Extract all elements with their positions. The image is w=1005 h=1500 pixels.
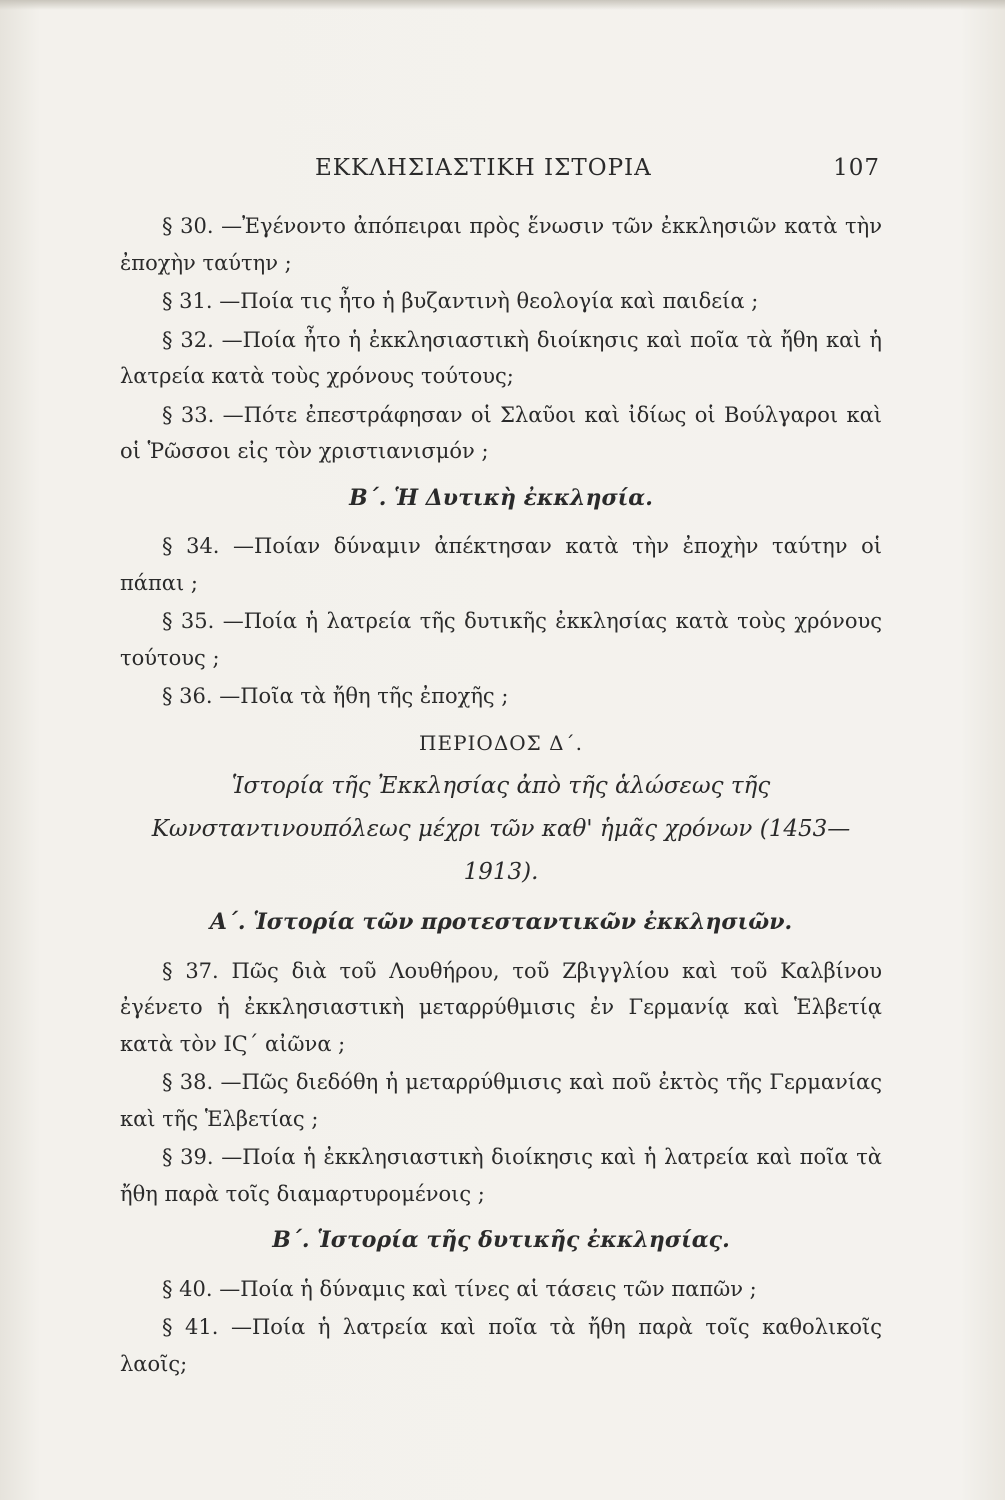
paragraph-31: § 31. —Ποία τις ἦτο ἡ βυζαντινὴ θεολογία καὶ παιδεία ;: [162, 289, 759, 313]
period-subtitle: Ἱστορία τῆς Ἐκκλησίας ἀπὸ τῆς ἁλώσεως τῆς Κωνσταντινουπόλεως μέχρι τῶν καθ' ἡμᾶς χρόνων (1453—1913).: [151, 773, 851, 885]
paragraph-34: § 34. —Ποίαν δύναμιν ἀπέκτησαν κατὰ τὴν ἐποχὴν ταύτην οἱ πάπαι ;: [120, 534, 882, 595]
running-title: ΕΚΚΛΗΣΙΑΣΤΙΚΗ ΙΣΤΟΡΙΑ: [315, 155, 652, 181]
section-heading-western-church-history: Β΄. Ἱστορία τῆς δυτικῆς ἐκκλησίας.: [272, 1227, 730, 1253]
paragraph-41: § 41. —Ποία ἡ λατρεία καὶ ποῖα τὰ ἤθη παρὰ τοῖς καθολικοῖς λαοῖς;: [120, 1315, 882, 1376]
page-body: [120, 208, 882, 1384]
page-top-edge: [0, 0, 1005, 10]
running-header: [120, 155, 880, 191]
paragraph-30: § 30. —Ἐγένοντο ἀπόπειραι πρὸς ἕνωσιν τῶν ἐκκλησιῶν κατὰ τὴν ἐποχὴν ταύτην ;: [120, 214, 882, 275]
paragraph-35: § 35. —Ποία ἡ λατρεία τῆς δυτικῆς ἐκκλησίας κατὰ τοὺς χρόνους τούτους ;: [120, 609, 882, 670]
paragraph-39: § 39. —Ποία ἡ ἐκκλησιαστικὴ διοίκησις καὶ ἡ λατρεία καὶ ποῖα τὰ ἤθη παρὰ τοῖς διαμαρτυρομένοις ;: [120, 1145, 882, 1206]
section-heading-western-church: Β΄. Ἡ Δυτικὴ ἐκκλησία.: [349, 484, 653, 511]
paragraph-37: § 37. Πῶς διὰ τοῦ Λουθήρου, τοῦ Ζβιγγλίου καὶ τοῦ Καλβίνου ἐγένετο ἡ ἐκκλησιαστικὴ μεταρρύθμισις ἐν Γερμανίᾳ καὶ Ἑλβετίᾳ κατὰ τὸν ΙϚ΄ αἰῶνα ;: [120, 958, 882, 1056]
paragraph-33: § 33. —Πότε ἐπεστράφησαν οἱ Σλαῦοι καὶ ἰδίως οἱ Βούλγαροι καὶ οἱ Ῥῶσσοι εἰς τὸν χριστιανισμόν ;: [120, 402, 882, 463]
paragraph-32: § 32. —Ποία ἦτο ἡ ἐκκλησιαστικὴ διοίκησις καὶ ποῖα τὰ ἤθη καὶ ἡ λατρεία κατὰ τοὺς χρόνους τούτους;: [120, 327, 882, 388]
page-number: 107: [833, 155, 880, 181]
period-title: ΠΕΡΙΟΔΟΣ Δ΄.: [419, 730, 583, 755]
paragraph-40: § 40. —Ποία ἡ δύναμις καὶ τίνες αἱ τάσεις τῶν παπῶν ;: [162, 1276, 757, 1301]
paragraph-38: § 38. —Πῶς διεδόθη ἡ μεταρρύθμισις καὶ ποῦ ἐκτὸς τῆς Γερμανίας καὶ τῆς Ἑλβετίας ;: [120, 1070, 882, 1131]
section-heading-protestant-churches: Α΄. Ἱστορία τῶν προτεσταντικῶν ἐκκλησιῶν.: [209, 909, 793, 935]
paragraph-36: § 36. —Ποῖα τὰ ἤθη τῆς ἐποχῆς ;: [162, 684, 509, 708]
spacer: [120, 717, 882, 725]
